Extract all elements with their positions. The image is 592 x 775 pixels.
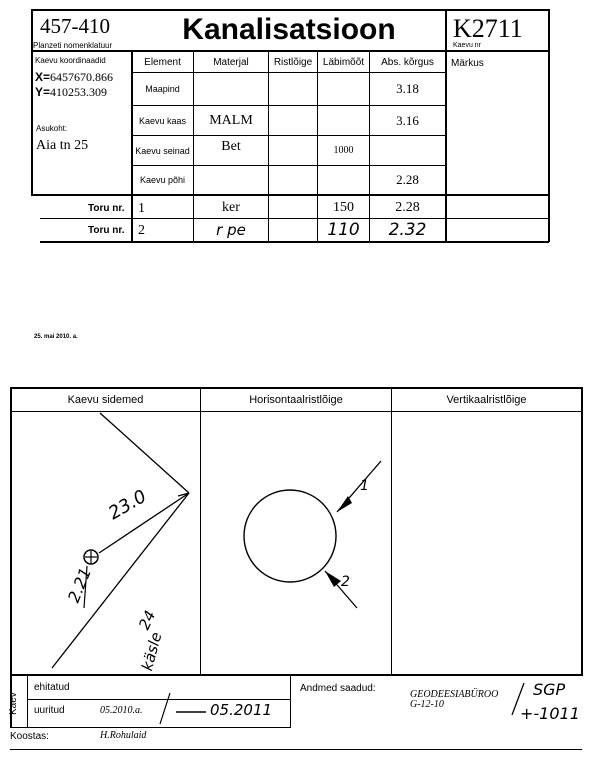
surveyed-value: 05.2010.a.	[100, 705, 143, 716]
header-diameter: Läbimõõt	[322, 56, 365, 68]
surveyed-value-2: 05.2011	[210, 701, 273, 719]
built-label: ehitatud	[34, 682, 70, 693]
data-source-label: Andmed saadud:	[300, 683, 376, 694]
y-value: 410253.309	[50, 85, 108, 99]
compiled-value: H.Rohulaid	[100, 730, 147, 741]
pipe-2-label: 2	[341, 574, 350, 590]
row-element-0: Maapind	[145, 84, 180, 94]
pipe-abs-height-1: 2.28	[395, 200, 420, 215]
header-notes: Märkus	[451, 58, 484, 69]
well-number: K2711	[453, 14, 523, 43]
pipe-material-1: ker	[222, 200, 240, 215]
date-note: 25. mai 2010. a.	[34, 334, 78, 340]
bureau-name: GEODEESIABÜROO	[410, 689, 499, 700]
pipe-number-1: 1	[138, 201, 145, 216]
tie-note: käsle	[138, 630, 166, 673]
tie-distance-2: 2.21	[64, 564, 95, 606]
pipe-label-1: Toru nr.	[88, 203, 125, 214]
well-number-caption: Kaevu nr	[453, 42, 482, 49]
header-horizontal: Horisontaalristlõige	[249, 394, 343, 406]
x-label: X=	[35, 70, 51, 84]
pipe-label-2: Toru nr.	[88, 225, 125, 236]
compiled-label: Koostas:	[10, 731, 49, 742]
surveyed-label: uuritud	[34, 705, 65, 716]
pipe-number-2: 2	[138, 223, 145, 238]
x-value: 6457670.866	[50, 70, 114, 84]
plan-number: 457-410	[40, 14, 110, 38]
kaev-label: Kaev	[8, 692, 19, 715]
coords-label: Kaevu koordinaadid	[35, 56, 106, 65]
row-element-1: Kaevu kaas	[138, 115, 187, 126]
row-material-1: MALM	[209, 112, 253, 128]
tie-distance-1: 23.0	[105, 485, 151, 525]
slash-mark	[160, 693, 170, 724]
header-cross-section: Ristlõige	[273, 56, 313, 68]
bureau-note-2: +-1011	[520, 704, 580, 723]
header-vertical: Vertikaalristlõige	[446, 394, 527, 406]
row-abs-height-1: 3.16	[396, 112, 419, 128]
y-label: Y=	[35, 85, 51, 99]
page-title: Kanalisatsioon	[182, 13, 396, 46]
pipe-diameter-2: 110	[327, 220, 360, 240]
location-value: Aia tn 25	[36, 138, 89, 153]
bureau-code: G-12-10	[410, 699, 444, 710]
plan-number-caption: Planzeti nomenklatuur	[33, 41, 113, 50]
row-abs-height-3: 2.28	[396, 172, 419, 187]
row-material-2: Bet	[221, 139, 241, 154]
header-abs-height: Abs. kõrgus	[381, 56, 434, 68]
tie-distance-3: 24	[135, 607, 160, 633]
pipe-diameter-1: 150	[333, 200, 354, 215]
bureau-note-1: SGP	[533, 680, 566, 699]
header-ties: Kaevu sidemed	[67, 394, 144, 406]
pipe-abs-height-2: 2.32	[388, 220, 427, 240]
header-element: Element	[144, 56, 181, 68]
row-element-2: Kaevu seinad	[135, 145, 190, 156]
pipe-material-2: r pe	[216, 221, 246, 239]
row-element-3: Kaevu põhi	[139, 175, 186, 185]
row-diameter-2: 1000	[333, 145, 354, 156]
pipe-1-label: 1	[360, 478, 369, 494]
location-label: Asukoht:	[36, 124, 68, 133]
header-material: Materjal	[213, 56, 249, 68]
row-abs-height-0: 3.18	[396, 81, 419, 96]
